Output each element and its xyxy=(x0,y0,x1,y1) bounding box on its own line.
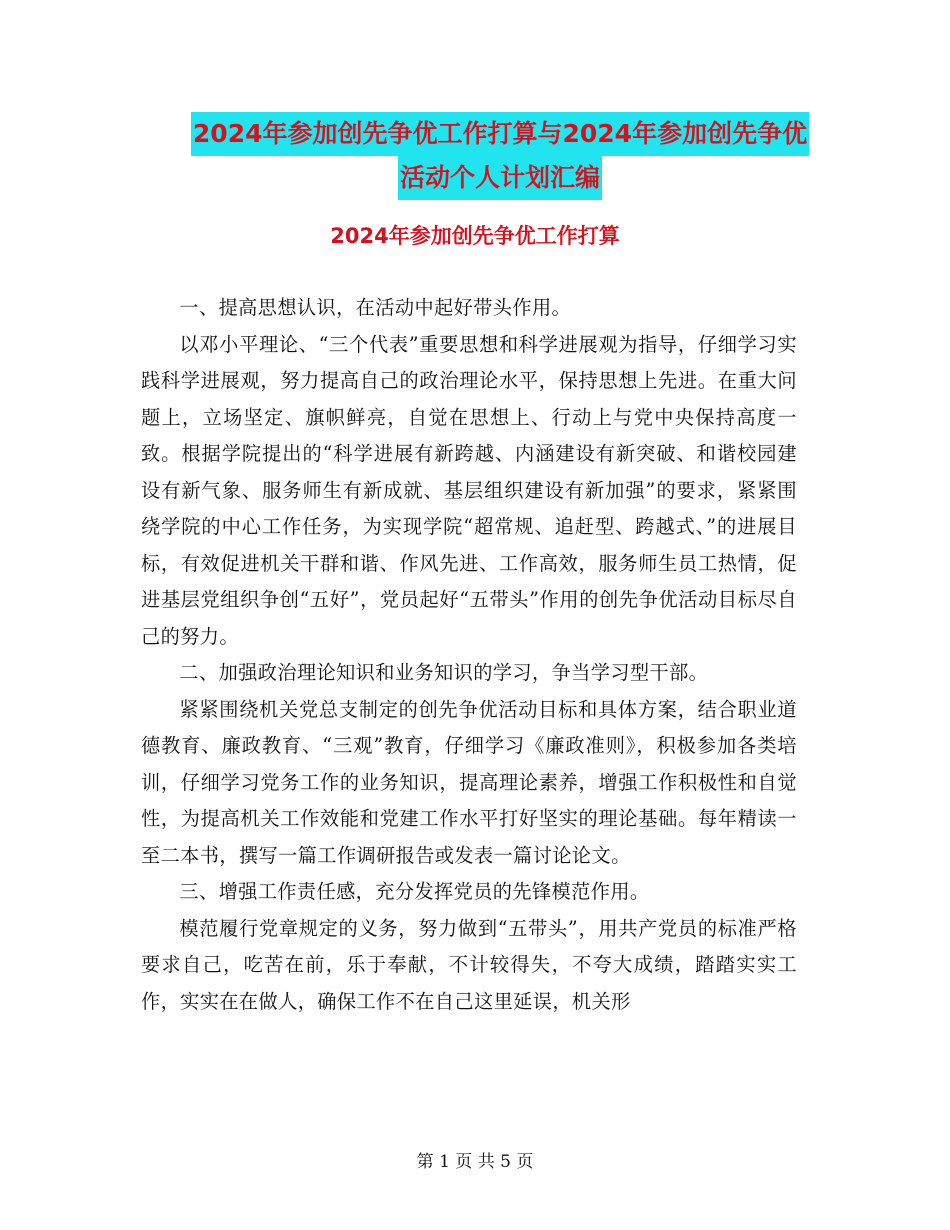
section-title: 2024年参加创先争优工作打算 xyxy=(330,224,620,248)
paragraph-heading-3: 三、增强工作责任感，充分发挥党员的先锋模范作用。 xyxy=(179,880,650,903)
paragraph-3: 模范履行党章规定的义务，努力做到“五带头”，用共产党员的标准严格要求自己，吃苦在前，乐于奉献，不计较得失，不夸大成绩，踏踏实实工作，实实在在做人，确保工作不在自己这里延误，机关形 xyxy=(141,916,797,1013)
paragraph-heading-1: 一、提高思想认识，在活动中起好带头作用。 xyxy=(179,296,572,319)
document-title-line-2: 活动个人计划汇编 xyxy=(398,156,602,200)
paragraph-1: 以邓小平理论、“三个代表”重要思想和科学进展观为指导，仔细学习实践科学进展观，努力提高自己的政治理论水平，保持思想上先进。在重大问题上，立场坚定、旗帜鲜亮，自觉在思想上、行动上与党中央保持高度一致。根据学院提出的“科学进展有新跨越、内涵建设有新突破、和谐校园建设有新气象、服务师生有新成就、基层组织建设有新加强”的要求，紧紧围绕学院的中心工作任务，为实现学院“超常规、追赶型、跨越式、”的进展目标，有效促进机关干群和谐、作风先进、工作高效，服务师生员工热情，促进基层党组织争创“五好”，党员起好“五带头”作用的创先争优活动目标尽自己的努力。 xyxy=(141,332,797,648)
paragraph-heading-2: 二、加强政治理论知识和业务知识的学习，争当学习型干部。 xyxy=(179,661,709,684)
document-body xyxy=(141,290,797,1020)
page-footer: 第 1 页 共 5 页 xyxy=(416,1152,534,1172)
paragraph-2: 紧紧围绕机关党总支制定的创先争优活动目标和具体方案，结合职业道德教育、廉政教育、“三观”教育，仔细学习《廉政准则》，积极参加各类培训，仔细学习党务工作的业务知识，提高理论素养，增强工作积极性和自觉性，为提高机关工作效能和党建工作水平打好坚实的理论基础。每年精读一至二本书，撰写一篇工作调研报告或发表一篇讨论论文。 xyxy=(141,697,797,867)
document-title-line-1: 2024年参加创先争优工作打算与2024年参加创先争优 xyxy=(191,112,809,156)
document-title xyxy=(140,112,860,200)
